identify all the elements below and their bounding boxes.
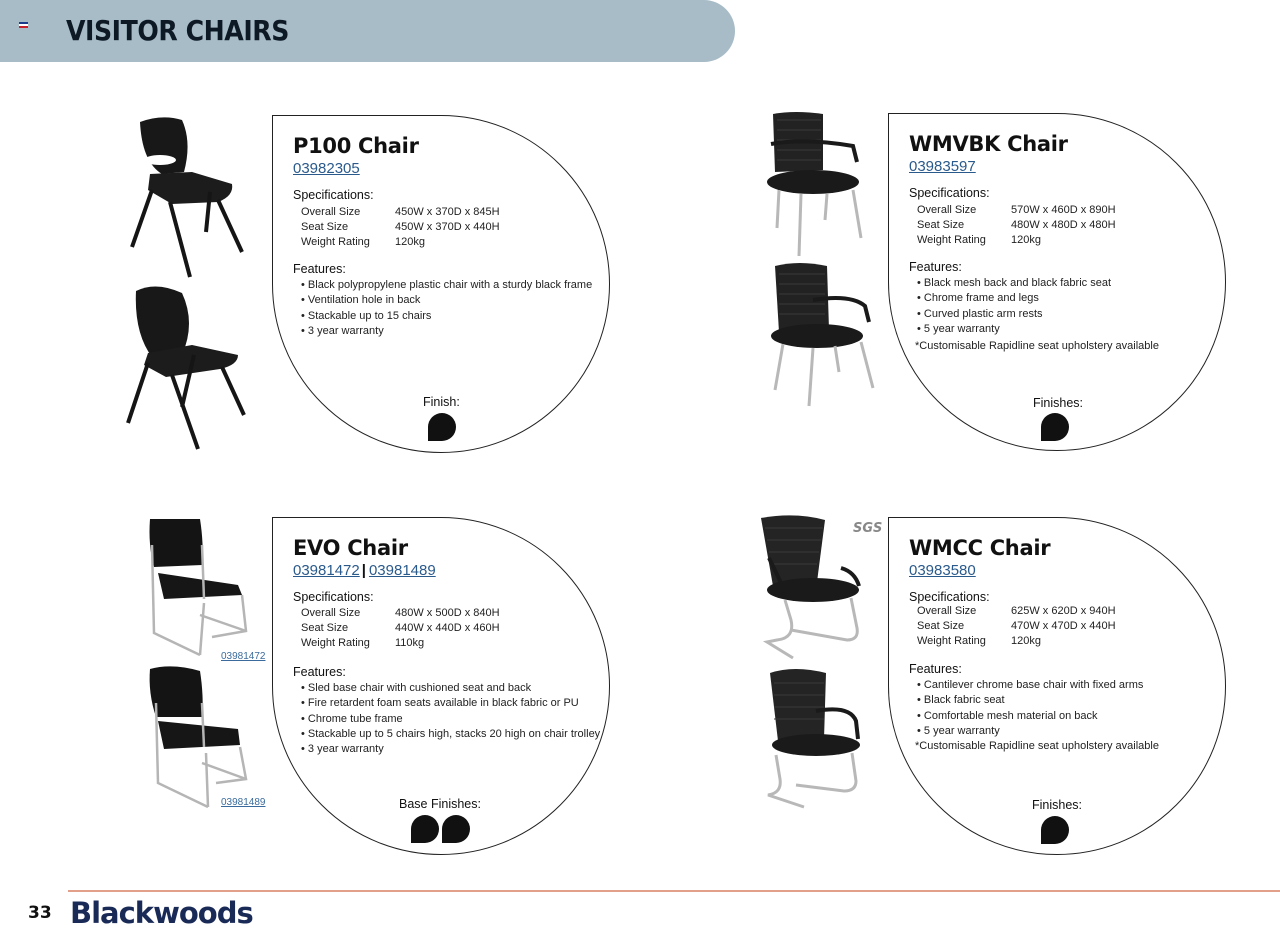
product-name: EVO Chair — [293, 536, 408, 560]
evo-chair-image-fabric — [142, 515, 254, 665]
page-number: 33 — [28, 903, 52, 923]
finish-label: Finishes: — [1033, 396, 1084, 410]
feature-item: • 5 year warranty — [917, 724, 1000, 737]
spec-row — [917, 219, 1116, 231]
product-codes — [909, 562, 976, 579]
spec-label: Weight Rating — [917, 635, 986, 647]
features-list — [917, 678, 1159, 754]
code-separator: | — [361, 562, 366, 579]
finish-label: Base Finishes: — [399, 797, 481, 811]
spec-label: Seat Size — [301, 622, 349, 634]
feature-item: • 3 year warranty — [301, 324, 384, 337]
feature-item: • Ventilation hole in back — [301, 294, 421, 307]
spec-row — [301, 622, 500, 634]
feature-note: *Customisable Rapidline seat upholstery available — [915, 740, 1159, 753]
feature-item: • Stackable up to 5 chairs high, stacks 20 high on chair trolley — [301, 727, 601, 740]
finish-swatch-black — [1041, 816, 1069, 844]
feature-item: • 5 year warranty — [917, 322, 1000, 335]
spec-label: Seat Size — [917, 620, 965, 632]
wmvbk-chair-image-front — [765, 110, 875, 260]
product-name: WMCC Chair — [909, 536, 1051, 560]
spec-value: 470W x 470D x 440H — [1011, 620, 1116, 632]
flag-icon — [19, 22, 28, 28]
spec-value: 440W x 440D x 460H — [395, 622, 500, 634]
specifications-heading: Specifications: — [909, 186, 990, 200]
spec-row — [301, 607, 500, 619]
specifications-heading: Specifications: — [293, 590, 374, 604]
finish-swatch-black — [442, 815, 470, 843]
product-code-link[interactable]: 03981489 — [368, 562, 436, 579]
feature-item: • Black mesh back and black fabric seat — [917, 277, 1111, 289]
finish-swatch-black — [411, 815, 439, 843]
evo-product-card — [272, 517, 610, 855]
feature-note: *Customisable Rapidline seat upholstery available — [915, 340, 1159, 353]
features-heading: Features: — [909, 662, 962, 676]
finish-label: Finishes: — [1032, 798, 1083, 812]
wmvbk-chair-image-angle — [765, 260, 880, 410]
features-heading: Features: — [909, 260, 962, 274]
spec-value: 450W x 370D x 440H — [395, 221, 500, 233]
spec-label: Overall Size — [917, 605, 977, 617]
product-code-link[interactable]: 03983580 — [909, 562, 976, 579]
product-codes — [293, 160, 360, 177]
spec-value: 120kg — [1011, 234, 1041, 246]
wmcc-product-card — [888, 517, 1226, 855]
features-list — [917, 276, 1159, 354]
spec-row — [917, 204, 1116, 216]
spec-value: 570W x 460D x 890H — [1011, 204, 1116, 216]
spec-row — [917, 620, 1116, 632]
wmvbk-product-card — [888, 113, 1226, 451]
specifications-heading: Specifications: — [909, 590, 990, 604]
product-name: WMVBK Chair — [909, 132, 1068, 156]
spec-value: 480W x 480D x 480H — [1011, 219, 1116, 231]
feature-item: • Curved plastic arm rests — [917, 307, 1043, 320]
spec-label: Overall Size — [301, 607, 361, 619]
evo-chair-image-pu — [142, 663, 254, 813]
p100-product-card — [272, 115, 610, 453]
spec-label: Weight Rating — [917, 234, 986, 246]
feature-item: • Sled base chair with cushioned seat and back — [301, 682, 532, 694]
spec-value: 625W x 620D x 940H — [1011, 605, 1116, 617]
features-list — [301, 681, 600, 757]
feature-item: • Black fabric seat — [917, 694, 1005, 707]
product-name: P100 Chair — [293, 134, 419, 158]
p100-chair-image-front — [122, 112, 254, 282]
product-codes — [909, 158, 976, 175]
spec-row — [301, 637, 425, 649]
feature-item: • Black polypropylene plastic chair with a sturdy black frame — [301, 279, 593, 291]
footer-divider — [68, 890, 1280, 892]
spec-row — [301, 236, 425, 248]
feature-item: • Chrome frame and legs — [917, 292, 1039, 305]
brand-logo: Blackwoods — [70, 896, 253, 930]
features-list — [301, 278, 592, 339]
finish-swatch-black — [1041, 413, 1069, 441]
spec-row — [917, 635, 1041, 647]
spec-value: 120kg — [1011, 635, 1041, 647]
features-heading: Features: — [293, 262, 346, 276]
header-banner — [0, 0, 735, 62]
product-code-link[interactable]: 03982305 — [293, 160, 360, 177]
spec-row — [301, 221, 500, 233]
product-codes — [293, 562, 436, 579]
spec-value: 120kg — [395, 236, 425, 248]
product-code-link[interactable]: 03983597 — [909, 158, 976, 175]
spec-label: Weight Rating — [301, 236, 370, 248]
page-title: VISITOR CHAIRS — [66, 14, 289, 47]
spec-label: Overall Size — [917, 204, 977, 216]
spec-label: Weight Rating — [301, 637, 370, 649]
feature-item: • Cantilever chrome base chair with fixed arms — [917, 679, 1144, 691]
spec-label: Seat Size — [917, 219, 965, 231]
evo-image-code-tag[interactable]: 03981489 — [221, 797, 266, 808]
spec-row — [301, 206, 500, 218]
feature-item: • Fire retardent foam seats available in black fabric or PU — [301, 697, 579, 710]
product-code-link[interactable]: 03981472 — [293, 562, 360, 579]
p100-chair-image-angle — [122, 283, 254, 453]
feature-item: • Comfortable mesh material on back — [917, 709, 1098, 722]
feature-item: • Chrome tube frame — [301, 712, 403, 725]
evo-image-code-tag[interactable]: 03981472 — [221, 651, 266, 662]
spec-label: Seat Size — [301, 221, 349, 233]
spec-row — [917, 605, 1116, 617]
specifications-heading: Specifications: — [293, 188, 374, 202]
wmcc-chair-image-angle — [760, 665, 872, 815]
spec-value: 480W x 500D x 840H — [395, 607, 500, 619]
features-heading: Features: — [293, 665, 346, 679]
feature-item: • Stackable up to 15 chairs — [301, 309, 432, 322]
sgs-certification-badge: SGS — [853, 521, 883, 536]
finish-label: Finish: — [423, 395, 460, 409]
spec-row — [917, 234, 1041, 246]
finish-swatch-black — [428, 413, 456, 441]
feature-item: • 3 year warranty — [301, 743, 384, 756]
spec-value: 450W x 370D x 845H — [395, 206, 500, 218]
spec-label: Overall Size — [301, 206, 361, 218]
spec-value: 110kg — [395, 637, 425, 649]
wmcc-chair-image-front — [755, 512, 867, 662]
